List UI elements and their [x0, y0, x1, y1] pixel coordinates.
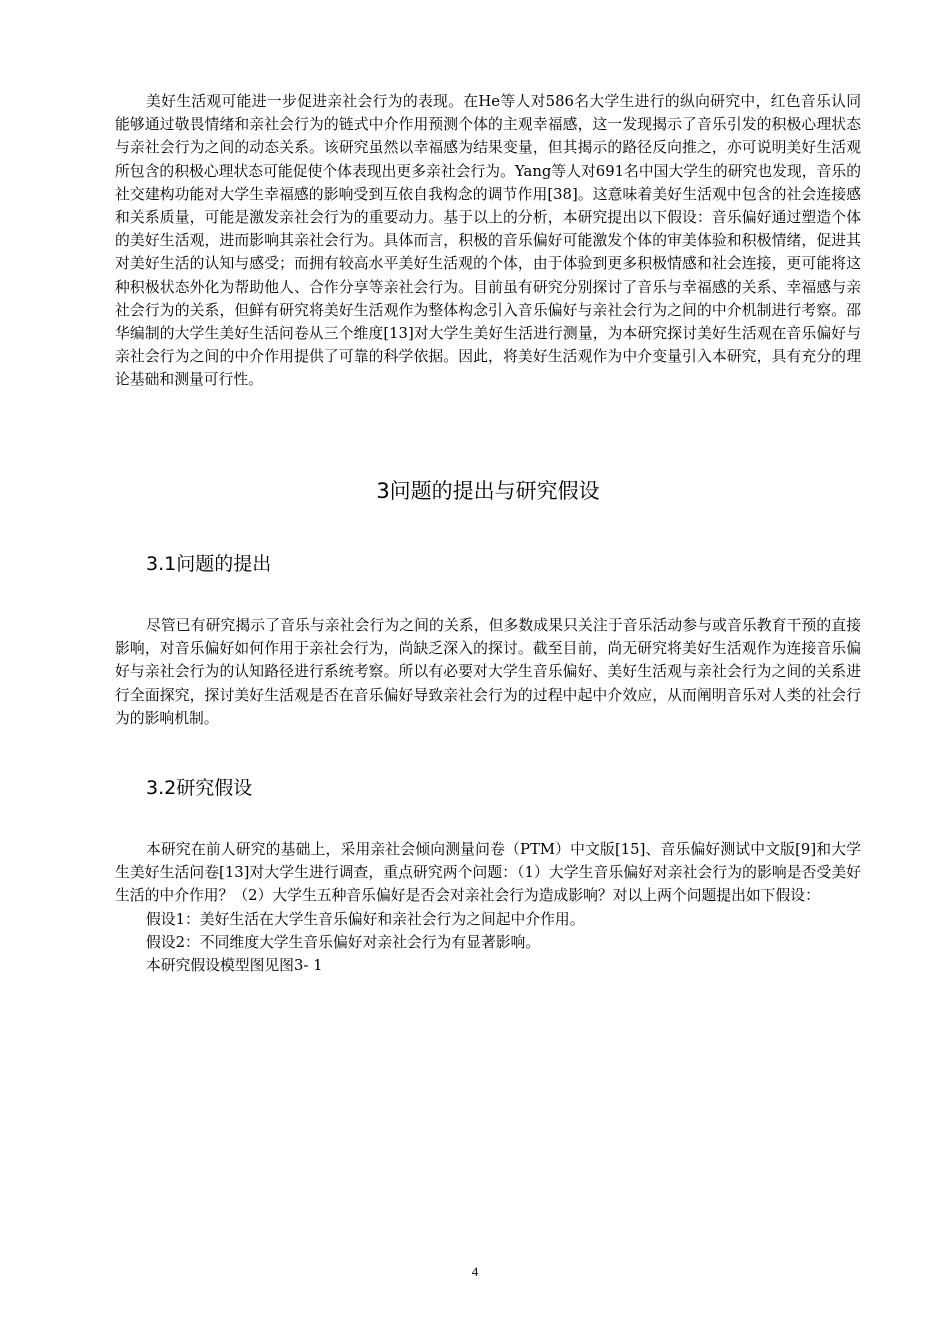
section-3-1-paragraph: 尽管已有研究揭示了音乐与亲社会行为之间的关系，但多数成果只关注于音乐活动参与或音乐教育干预的直接影响，对音乐偏好如何作用于亲社会行为，尚缺乏深入的探讨。截至目前，尚无研究将美好生活观作为连接音乐偏好与亲社会行为的认知路径进行系统考察。所以有必要对大学生音乐偏好、美好生活观与亲社会行为之间的关系进行全面探究，探讨美好生活观是否在音乐偏好导致亲社会行为的过程中起中介效应，从而阐明音乐对人类的社会行为的影响机制。	[115, 617, 861, 727]
hypothesis-1: 假设1：美好生活在大学生音乐偏好和亲社会行为之间起中介作用。	[146, 910, 585, 928]
page-number: 4	[471, 1264, 479, 1279]
intro-paragraph: 美好生活观可能进一步促进亲社会行为的表现。在He等人对586名大学生进行的纵向研究中，红色音乐认同能够通过敬畏情绪和亲社会行为的链式中介作用预测个体的主观幸福感，这一发现揭示了音乐引发的积极心理状态与亲社会行为之间的动态关系。该研究虽然以幸福感为结果变量，但其揭示的路径反向推之，亦可说明美好生活观所包含的积极心理状态可能促使个体表现出更多亲社会行为。Yang等人对691名中国大学生的研究也发现，音乐的社交建构功能对大学生幸福感的影响受到互依自我构念的调节作用[38]。这意味着美好生活观中包含的社会连接感和关系质量，可能是激发亲社会行为的重要动力。基于以上的分析，本研究提出以下假设：音乐偏好通过塑造个体的美好生活观，进而影响其亲社会行为。具体而言，积极的音乐偏好可能激发个体的审美体验和积极情绪，促进其对美好生活的认知与感受；而拥有较高水平美好生活观的个体，由于体验到更多积极情感和社会连接，更可能将这种积极状态外化为帮助他人、合作分享等亲社会行为。目前虽有研究分别探讨了音乐与幸福感的关系、幸福感与亲社会行为的关系，但鲜有研究将美好生活观作为整体构念引入音乐偏好与亲社会行为之间的中介机制进行考察。邵华编制的大学生美好生活问卷从三个维度[13]对大学生美好生活进行测量，为本研究探讨美好生活观在音乐偏好与亲社会行为之间的中介作用提供了可靠的科学依据。因此，将美好生活观作为中介变量引入本研究，具有充分的理论基础和测量可行性。	[115, 93, 861, 389]
hypothesis-2: 假设2：不同维度大学生音乐偏好对亲社会行为有显著影响。	[146, 933, 541, 951]
section-3-2-heading: 3.2研究假设	[146, 777, 253, 799]
section-3-1-block	[115, 614, 861, 730]
chapter-title: 3问题的提出与研究假设	[376, 479, 600, 503]
section-3-1-heading: 3.1问题的提出	[146, 553, 272, 575]
intro-block	[115, 90, 861, 392]
figure-reference: 本研究假设模型图见图3- 1	[146, 957, 323, 975]
section-3-2-block	[115, 838, 861, 977]
section-3-2-paragraph: 本研究在前人研究的基础上，采用亲社会倾向测量问卷（PTM）中文版[15]、音乐偏好测试中文版[9]和大学生美好生活问卷[13]对大学生进行调查，重点研究两个问题：（1）大学生音乐偏好对亲社会行为的影响是否受美好生活的中介作用？（2）大学生五种音乐偏好是否会对亲社会行为造成影响？对以上两个问题提出如下假设：	[115, 841, 861, 905]
